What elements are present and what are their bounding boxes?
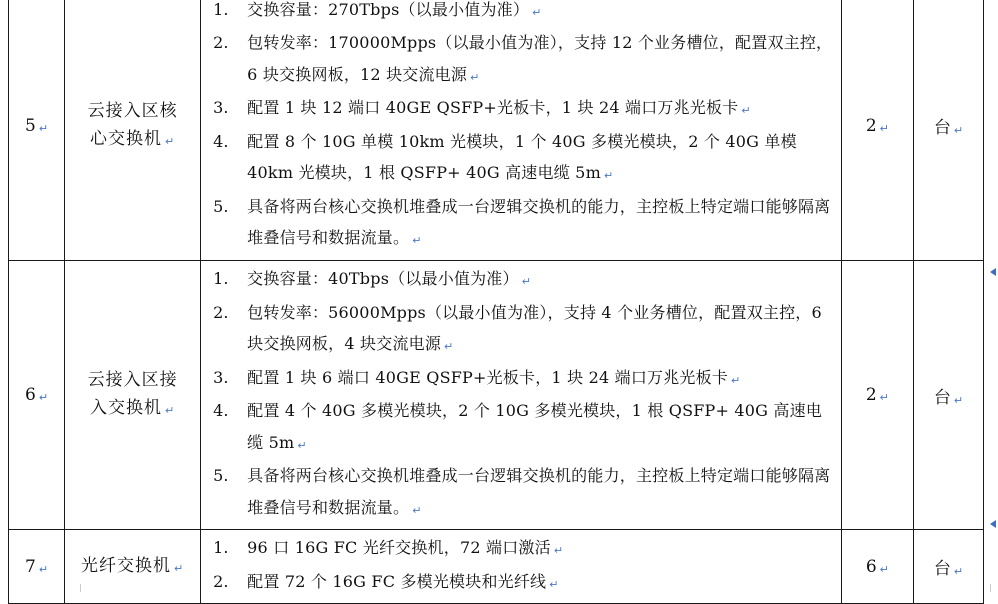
unit-cell — [913, 261, 983, 530]
row-index: 5 — [25, 115, 36, 136]
unit-cell — [913, 530, 983, 604]
paragraph-mark-icon: ↵ — [879, 121, 889, 135]
page-guide-line — [80, 584, 81, 592]
table-row — [9, 261, 984, 530]
page-guide-line — [990, 584, 991, 592]
paragraph-mark-icon: ↵ — [174, 561, 185, 575]
paragraph-mark-icon: ↵ — [953, 124, 964, 137]
table-row — [9, 0, 984, 261]
paragraph-mark-icon: ↵ — [549, 577, 559, 591]
paragraph-mark-icon: ↵ — [532, 5, 542, 19]
paragraph-mark-icon: ↵ — [879, 391, 889, 404]
paragraph-mark-icon: ↵ — [741, 104, 751, 117]
paragraph-mark-icon: ↵ — [38, 391, 49, 404]
item-name: 云接入区核 心交换机 ↵ — [88, 97, 178, 155]
paragraph-mark-icon: ↵ — [165, 134, 176, 148]
quantity-cell — [841, 261, 913, 530]
spec-list — [201, 261, 841, 529]
paragraph-mark-icon: ↵ — [470, 70, 480, 84]
list-item: 3. 配置 1 块 6 端口 40GE QSFP+光板卡，1 块 24 端口万兆光板卡 ↵ — [201, 362, 841, 396]
paragraph-mark-icon: ↵ — [165, 404, 176, 417]
paragraph-mark-icon: ↵ — [731, 373, 741, 387]
list-item: 1. 96 口 16G FC 光纤交换机，72 端口激活 ↵ — [201, 532, 841, 566]
item-name-cell — [65, 530, 201, 604]
unit: 台 — [933, 118, 951, 138]
list-item: 1. 交换容量：270Tbps（以最小值为准） ↵ — [201, 0, 841, 27]
list-item: 4. 配置 4 个 40G 多模光模块，2 个 10G 多模光模块，1 根 QSFP+ 40G 高速电缆 5m ↵ — [201, 395, 841, 460]
list-item: 3. 配置 1 块 12 端口 40GE QSFP+光板卡，1 块 24 端口万兆光板卡 ↵ — [201, 92, 841, 126]
paragraph-mark-icon: ↵ — [953, 393, 964, 407]
quantity-cell — [841, 0, 913, 261]
quantity: 6 — [865, 556, 877, 577]
item-name-cell — [65, 261, 201, 530]
spec-list — [201, 530, 841, 603]
row-index-cell — [9, 261, 65, 530]
paragraph-mark-icon: ↵ — [521, 275, 532, 288]
row-end-marker-icon — [990, 268, 996, 276]
spec-list — [201, 0, 841, 260]
paragraph-mark-icon: ↵ — [444, 340, 454, 353]
row-index-cell — [9, 0, 65, 261]
paragraph-mark-icon: ↵ — [953, 565, 964, 578]
spec-cell — [201, 261, 842, 530]
list-item: 2. 配置 72 个 16G FC 多模光模块和光纤线 ↵ — [201, 566, 841, 600]
item-name: 云接入区接 入交换机 ↵ — [88, 366, 178, 424]
paragraph-mark-icon: ↵ — [553, 544, 564, 557]
paragraph-mark-icon: ↵ — [412, 234, 422, 247]
spec-cell — [201, 530, 842, 604]
list-item: 5. 具备将两台核心交换机堆叠成一台逻辑交换机的能力，主控板上特定端口能够隔离堆叠信号和数据流量。 ↵ — [201, 460, 841, 525]
row-index: 7 — [25, 556, 36, 577]
table-row — [9, 530, 984, 604]
list-item: 4. 配置 8 个 10G 单模 10km 光模块，1 个 40G 多模光模块，2 个 40G 单模 40km 光模块，1 根 QSFP+ 40G 高速电缆 5m ↵ — [201, 126, 841, 191]
item-name-cell — [65, 0, 201, 261]
item-name: 光纤交换机 ↵ — [81, 552, 184, 582]
list-item: 1. 交换容量：40Tbps（以最小值为准） ↵ — [201, 263, 841, 297]
paragraph-mark-icon: ↵ — [412, 503, 422, 517]
list-item: 2. 包转发率：56000Mpps（以最小值为准），支持 4 个业务槽位，配置双主控，6 块交换网板，4 块交流电源 ↵ — [201, 297, 841, 362]
unit: 台 — [933, 559, 951, 579]
row-index: 6 — [25, 385, 36, 405]
quantity: 2 — [865, 115, 877, 136]
paragraph-mark-icon: ↵ — [38, 121, 49, 135]
quantity: 2 — [865, 385, 877, 405]
paragraph-mark-icon: ↵ — [879, 562, 889, 576]
list-item: 2. 包转发率：170000Mpps（以最小值为准），支持 12 个业务槽位，配置双主控，6 块交换网板，12 块交流电源 ↵ — [201, 27, 841, 92]
equipment-spec-table — [8, 0, 984, 604]
paragraph-mark-icon: ↵ — [297, 438, 307, 452]
unit-cell — [913, 0, 983, 261]
row-index-cell — [9, 530, 65, 604]
paragraph-mark-icon: ↵ — [603, 169, 614, 182]
spec-cell — [201, 0, 842, 261]
unit: 台 — [933, 387, 951, 408]
row-end-marker-icon — [990, 520, 996, 528]
paragraph-mark-icon: ↵ — [38, 562, 49, 576]
quantity-cell — [841, 530, 913, 604]
list-item: 5. 具备将两台核心交换机堆叠成一台逻辑交换机的能力，主控板上特定端口能够隔离堆叠信号和数据流量。 ↵ — [201, 191, 841, 256]
